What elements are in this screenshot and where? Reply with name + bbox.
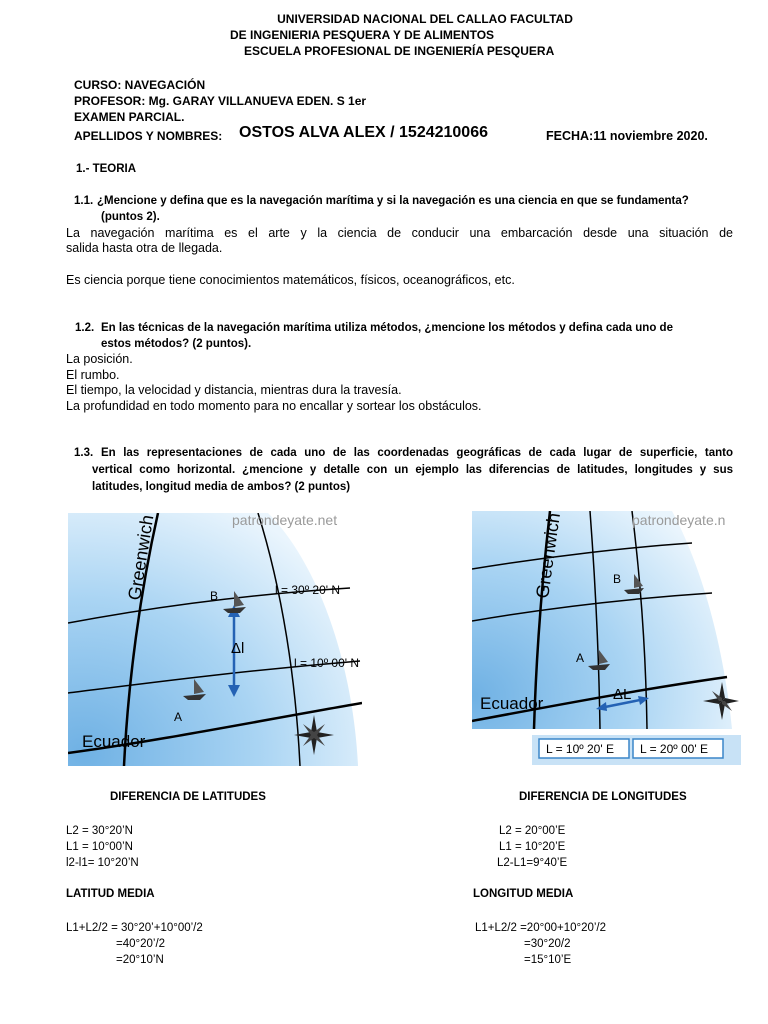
delta-lon-label: ΔL (613, 686, 632, 703)
latitude-b-label: l = 30º 20' N (275, 583, 341, 597)
header-university: UNIVERSIDAD NACIONAL DEL CALLAO FACULTAD (277, 12, 573, 26)
q1-number: 1.1. (74, 195, 94, 207)
label-b: B (210, 589, 219, 603)
lon-diff-line2: L1 = 10°20’E (499, 841, 566, 853)
lon-media-title: LONGITUD MEDIA (473, 888, 574, 900)
label-b: B (613, 572, 622, 586)
lon-media-line2: =30°20/2 (524, 938, 571, 950)
section-title: 1.- TEORIA (76, 163, 137, 175)
lat-media-line2: =40°20’/2 (116, 938, 166, 950)
q3-text-line3: latitudes, longitud media de ambos? (2 puntos) (92, 481, 351, 493)
q1-answer-line3: Es ciencia porque tiene conocimientos matemáticos, físicos, oceanográficos, etc. (66, 273, 515, 287)
q3-number: 1.3. (74, 447, 94, 459)
header-faculty: DE INGENIERIA PESQUERA Y DE ALIMENTOS (230, 28, 495, 42)
lon-diff-line1: L2 = 20°00’E (499, 825, 566, 837)
greenwich-label: Greenwich (124, 513, 158, 602)
lat-media-line3: =20°10’N (116, 954, 164, 966)
lat-media-title: LATITUD MEDIA (66, 888, 155, 900)
ecuador-label: Ecuador (480, 694, 544, 713)
longitude-a-label: L = 10º 20' E (546, 742, 614, 756)
q1-answer-line1: La navegación marítima es el arte y la ciencia de conducir una embarcación desde una situación de (66, 226, 733, 240)
names-label: APELLIDOS Y NOMBRES: (74, 129, 223, 143)
delta-lat-label: Δl (231, 640, 245, 657)
latitude-a-label: l = 10º 00' N (294, 656, 360, 670)
exam-date: FECHA:11 noviembre 2020. (546, 129, 708, 143)
label-a: A (576, 651, 585, 665)
q2-answer-4: La profundidad en todo momento para no encallar y sortear los obstáculos. (66, 399, 482, 413)
q2-answer-2: El rumbo. (66, 368, 120, 382)
q2-answer-1: La posición. (66, 352, 133, 366)
q2-text-line1: En las técnicas de la navegación marítima utiliza métodos, ¿mencione los métodos y defina cada uno de (101, 322, 673, 334)
q3-text-line2: vertical como horizontal. ¿mencione y detalle con un ejemplo las diferencias de latitudes, longitudes y sus (92, 464, 733, 476)
lon-media-line3: =15°10’E (524, 954, 572, 966)
lat-diff-line2: L1 = 10°00’N (66, 841, 133, 853)
watermark: patrondeyate.net (232, 513, 338, 528)
lon-diff-line3: L2-L1=9°40’E (497, 857, 568, 869)
header-school: ESCUELA PROFESIONAL DE INGENIERÍA PESQUERA (244, 44, 555, 58)
q1-text-line1: ¿Mencione y defina que es la navegación marítima y si la navegación es una ciencia en que se fundamenta? (97, 195, 689, 207)
label-a: A (174, 710, 183, 724)
student-name: OSTOS ALVA ALEX / 1524210066 (239, 124, 488, 141)
lat-media-line1: L1+L2/2 = 30°20’+10°00’/2 (66, 922, 203, 934)
q3-text-line1: En las representaciones de cada uno de las coordenadas geográficas de cada lugar de superficie, tanto (101, 447, 733, 459)
watermark: patrondeyate.n (632, 512, 726, 528)
lat-diff-line1: L2 = 30°20’N (66, 825, 133, 837)
lat-diff-title: DIFERENCIA DE LATITUDES (110, 791, 266, 803)
q2-number: 1.2. (75, 322, 95, 334)
longitude-difference-figure (472, 511, 741, 765)
course-line: CURSO: NAVEGACIÓN (74, 78, 206, 92)
q1-answer-line2: salida hasta otra de llegada. (66, 241, 223, 255)
ecuador-label: Ecuador (82, 732, 146, 751)
professor-line: PROFESOR: Mg. GARAY VILLANUEVA EDEN. S 1er (74, 94, 367, 108)
longitude-b-label: L = 20º 00' E (640, 742, 708, 756)
lat-diff-line3: l2-l1= 10°20’N (66, 857, 139, 869)
q2-answer-3: El tiempo, la velocidad y distancia, mientras dura la travesía. (66, 383, 402, 397)
q2-text-line2: estos métodos? (2 puntos). (101, 338, 252, 350)
greenwich-label: Greenwich (532, 511, 564, 600)
exam-line: EXAMEN PARCIAL. (74, 110, 185, 124)
lon-diff-title: DIFERENCIA DE LONGITUDES (519, 791, 687, 803)
q1-text-line2: (puntos 2). (101, 211, 160, 223)
latitude-difference-figure (68, 513, 362, 766)
lon-media-line1: L1+L2/2 =20°00+10°20’/2 (475, 922, 607, 934)
